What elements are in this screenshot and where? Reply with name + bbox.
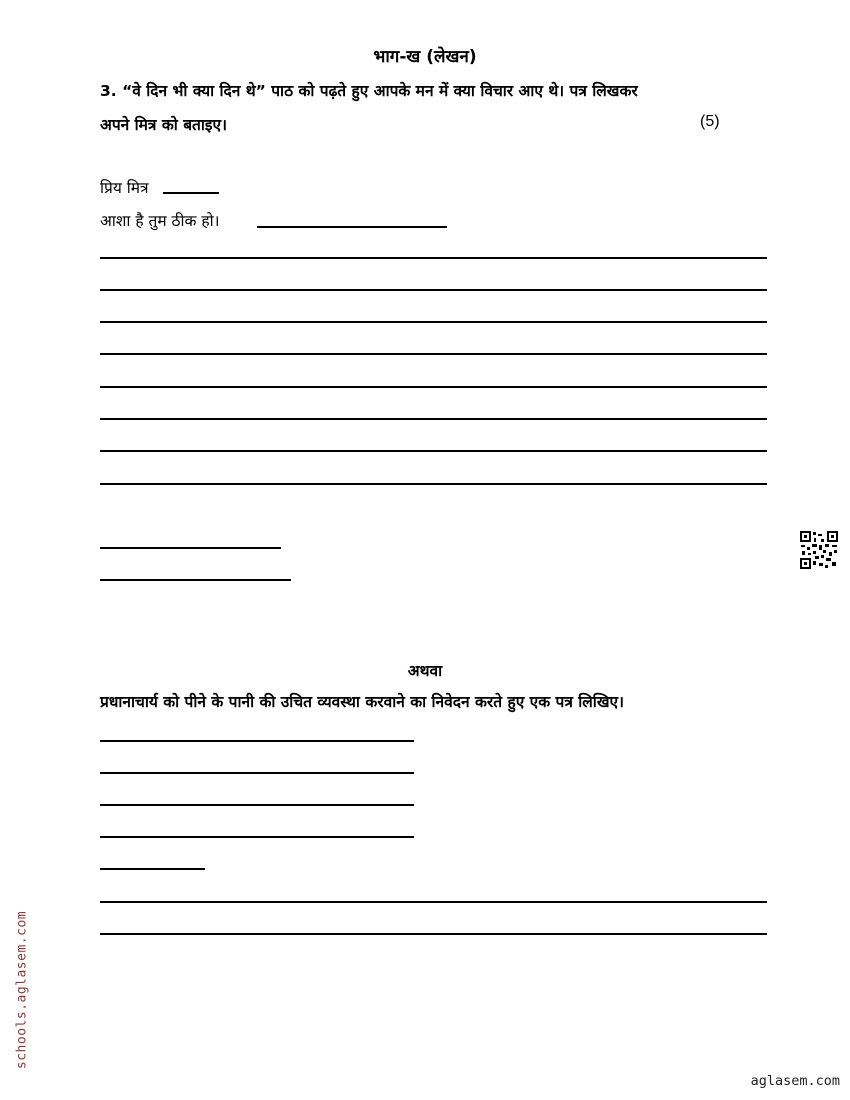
writing-line [100,483,767,485]
greeting-blank [257,226,447,228]
writing-line [100,321,767,323]
writing-line [100,257,767,259]
address-line [100,804,414,806]
side-watermark: schools.aglasem.com [14,910,30,1070]
writing-line [100,386,767,388]
letter-salutation: प्रिय मित्र [100,179,149,197]
or-label: अथवा [407,662,443,680]
letter-greeting: आशा है तुम ठीक हो। [100,212,220,230]
question-3-text-line1: 3. “वे दिन भी क्या दिन थे” पाठ को पढ़ते हुए आपके मन में क्या विचार आए थे। पत्र लिखकर [100,82,638,100]
question-3-text-line2: अपने मित्र को बताइए। [100,116,227,134]
date-line [100,868,205,870]
address-line [100,836,414,838]
qr-code-icon [799,530,839,570]
address-line [100,772,414,774]
address-line [100,740,414,742]
footer-watermark: aglasem.com [750,1073,840,1089]
question-3-marks: (5) [700,113,720,130]
alternative-question-text: प्रधानाचार्य को पीने के पानी की उचित व्यवस्था करवाने का निवेदन करते हुए एक पत्र लिखिए। [100,693,624,711]
writing-line [100,289,767,291]
closing-line [100,579,291,581]
salutation-blank [163,192,219,194]
writing-line [100,901,767,903]
writing-line [100,353,767,355]
writing-line [100,450,767,452]
writing-line [100,933,767,935]
section-title: भाग-ख (लेखन) [373,47,477,67]
writing-line [100,418,767,420]
closing-line [100,547,281,549]
